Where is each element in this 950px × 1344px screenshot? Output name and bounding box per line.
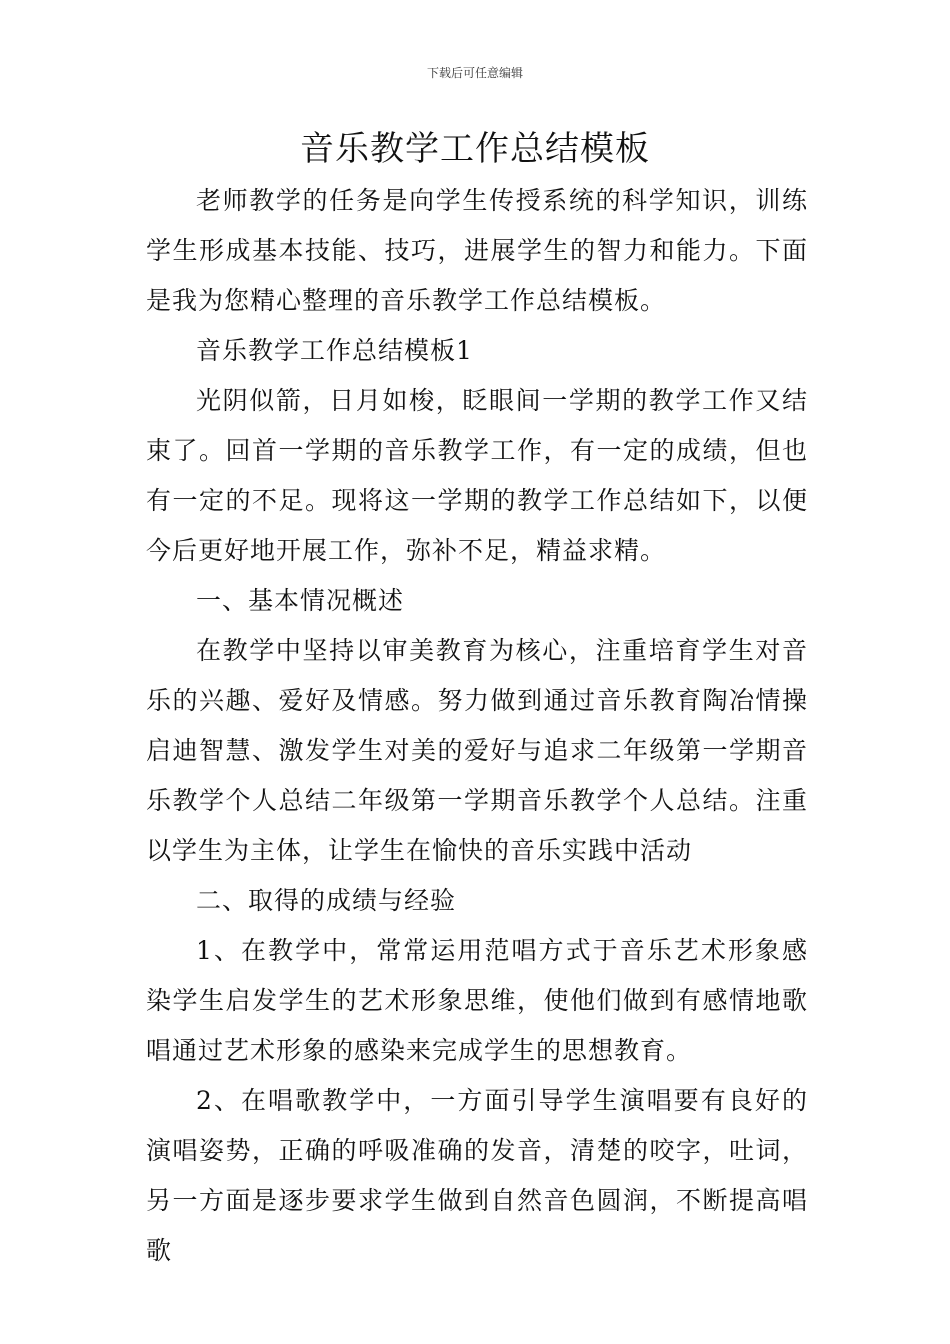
paragraph-opening: 光阴似箭，日月如梭，眨眼间一学期的教学工作又结束了。回首一学期的音乐教学工作，有一定的成绩，但也有一定的不足。现将这一学期的教学工作总结如下，以便今后更好地开展工作，弥补不足，精益求精。 <box>146 386 808 565</box>
paragraph-overview: 在教学中坚持以审美教育为核心，注重培育学生对音乐的兴趣、爱好及情感。努力做到通过音乐教育陶冶情操启迪智慧、激发学生对美的爱好与追求二年级第一学期音乐教学个人总结二年级第一学期音乐教学个人总结。注重以学生为主体，让学生在愉快的音乐实践中活动 <box>146 636 808 865</box>
paragraph-point-1: 1、在教学中，常常运用范唱方式于音乐艺术形象感染学生启发学生的艺术形象思维，使他们做到有感情地歌唱通过艺术形象的感染来完成学生的思想教育。 <box>146 936 808 1065</box>
paragraph-point-2: 2、在唱歌教学中，一方面引导学生演唱要有良好的演唱姿势，正确的呼吸准确的发音，清楚的咬字，吐词，另一方面是逐步要求学生做到自然音色圆润，不断提高唱歌 <box>146 1086 808 1265</box>
header-note: 下载后可任意编辑 <box>426 66 523 80</box>
section-heading-achievements: 二、取得的成绩与经验 <box>196 886 457 915</box>
document-title: 音乐教学工作总结模板 <box>300 129 650 169</box>
paragraph-intro: 老师教学的任务是向学生传授系统的科学知识，训练学生形成基本技能、技巧，进展学生的智力和能力。下面是我为您精心整理的音乐教学工作总结模板。 <box>146 186 808 315</box>
document-body <box>146 176 808 1276</box>
section-heading-template-1: 音乐教学工作总结模板1 <box>196 336 473 365</box>
section-heading-overview: 一、基本情况概述 <box>196 586 405 615</box>
